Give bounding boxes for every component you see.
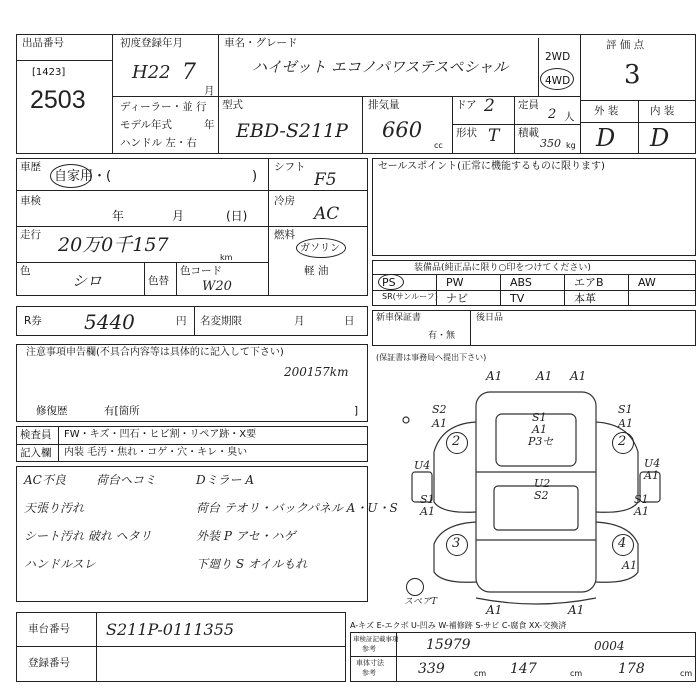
drive-circle — [540, 68, 574, 90]
mark-top-3: A1 — [570, 369, 587, 383]
equip-item: TV — [510, 292, 525, 305]
equip-item: 本革 — [574, 292, 596, 305]
model-year-unit: 年 — [204, 119, 215, 131]
equip-item: PS — [382, 276, 396, 289]
mileage-value: 20万0千157 — [58, 234, 169, 256]
chassis-label: 車台番号 — [28, 623, 70, 635]
model-label: 車名・グレード — [224, 37, 298, 49]
door-value: 2 — [484, 96, 495, 116]
wheel-number: 2 — [618, 434, 627, 449]
ac-value: AC — [314, 204, 340, 224]
remark-item: 下廻り S オイルもれ — [196, 557, 308, 571]
usage-close: ) — [252, 169, 258, 184]
score-value: 3 — [624, 60, 641, 90]
dim-width: 147 — [510, 661, 537, 677]
repair-close: ] — [354, 405, 359, 417]
first-reg-era: H22 — [132, 62, 171, 83]
dim-unit-1: cm — [474, 669, 487, 678]
dim-unit-2: cm — [570, 669, 583, 678]
equip-divider — [628, 274, 629, 290]
wheel-number: 2 — [452, 434, 461, 449]
shift-label: シフト — [274, 161, 306, 173]
equip-item: PW — [446, 276, 464, 289]
fuel-label: 燃料 — [274, 229, 295, 241]
equip-ps-circle — [378, 274, 404, 290]
warranty-value: 有・無 — [428, 331, 456, 341]
dim-height: 178 — [618, 661, 645, 677]
mark-left-s2: S2 — [432, 403, 447, 416]
inspector-items: FW・キズ・凹石・ヒビ割・リペア跡・X要 — [64, 429, 257, 440]
remark-item: 荷台 テオリ・バックパネル A・U・S — [196, 501, 398, 515]
type-label: 型式 — [222, 99, 243, 111]
sales-label: セールスポイント(正常に機能するものに限ります) — [378, 161, 605, 172]
spec-label2: 参考 — [362, 645, 376, 653]
recycle-value: 5440 — [84, 310, 135, 334]
mark-right-u4: U4 — [644, 457, 661, 470]
repair-label: 修復歴 — [36, 405, 68, 417]
spec-label: 車検証記載事項 — [353, 635, 399, 643]
inspection-day: (日) — [226, 209, 248, 223]
color-code-value: W20 — [202, 279, 232, 294]
displacement-label: 排気量 — [368, 99, 400, 111]
drive-2wd: 2WD — [545, 51, 571, 63]
remark-item: AC不良 — [24, 473, 66, 487]
repair-value: 有[箇所 — [104, 405, 140, 417]
mark-left-mid-a1: A1 — [420, 505, 435, 518]
mark-right-a1: A1 — [618, 417, 633, 430]
first-reg-month-unit: 月 — [204, 85, 215, 97]
name-change-day: 日 — [344, 315, 355, 327]
exterior-grade: D — [596, 124, 616, 152]
inspection-label: 車検 — [20, 195, 41, 207]
spare-circle — [406, 578, 424, 596]
load-label: 積載 — [518, 127, 539, 139]
spec-value2: 0004 — [594, 639, 625, 653]
mark-bottom-2: A1 — [568, 603, 585, 617]
spec-value: 15979 — [426, 637, 471, 653]
mark-spare: スペアT — [404, 597, 438, 607]
remark-item: 天張り汚れ — [24, 501, 85, 515]
fuel-value: ガソリン — [300, 243, 340, 254]
fuel-circle — [296, 238, 346, 258]
equip-divider — [500, 290, 501, 306]
type-code: EBD-S211P — [236, 120, 348, 142]
lot-number: 2503 — [30, 86, 86, 114]
remark-item: 外装 P アセ・ハゲ — [196, 529, 296, 543]
shape-label: 形状 — [456, 127, 477, 139]
first-reg-label: 初度登録年月 — [120, 37, 183, 49]
sales-frame — [372, 158, 696, 256]
load-value: 350 — [540, 137, 561, 150]
dims-label: 車体寸法 — [356, 659, 384, 667]
mark-a1: A1 — [532, 423, 547, 436]
score-label: 評 価 点 — [606, 39, 645, 51]
recycle-frame — [16, 306, 368, 336]
dims-label2: 参考 — [362, 669, 376, 677]
dim-unit-3: cm — [680, 669, 693, 678]
equip-item: エアB — [574, 276, 604, 289]
color-label: 色 — [20, 265, 31, 277]
top-frame — [16, 34, 696, 154]
diagram-label: (保証書は事務局へ提出下さい) — [376, 353, 487, 362]
mark-s1: S1 — [532, 411, 547, 424]
capacity-unit: 人 — [564, 111, 575, 123]
mark-u2: U2 — [534, 477, 551, 490]
equip-item: ナビ — [446, 292, 468, 305]
model-year-label: モデル年式 — [120, 119, 172, 131]
legend: A-キズ E-エクボ U-凹み W-補修跡 S-サビ C-腐食 XX-交換済 — [350, 621, 567, 630]
equip-divider — [436, 290, 437, 306]
mark-right-mid-a1: A1 — [634, 505, 649, 518]
mark-top-1: A1 — [486, 369, 503, 383]
interior-items: 内装 毛汚・焦れ・コゲ・穴・キレ・臭い — [64, 447, 248, 458]
drive-4wd: 4WD — [545, 75, 571, 87]
mark-u4: U4 — [414, 459, 431, 472]
dealer-label: ディーラー・並 行 — [120, 101, 207, 113]
mark-bottom-1: A1 — [486, 603, 503, 617]
mark-wheel-a1: A1 — [622, 559, 637, 572]
kg-unit: kg — [566, 141, 576, 150]
equip-divider — [436, 274, 437, 290]
usage-label: 車歴 — [20, 161, 41, 173]
mark-top-2: A1 — [536, 369, 553, 383]
color-value: シロ — [72, 272, 103, 290]
yen-unit: 円 — [176, 315, 187, 327]
dim-length: 339 — [418, 661, 445, 677]
lot-bracket: [1423] — [32, 67, 66, 78]
ac-label: 冷房 — [274, 195, 295, 207]
mark-right-mid-s1: S1 — [634, 493, 649, 506]
equip-divider — [628, 290, 629, 306]
inspection-month: 月 — [172, 209, 185, 223]
km-unit: km — [220, 253, 233, 262]
remark-item: Dミラー A — [196, 473, 255, 487]
entry-label: 記入欄 — [20, 447, 52, 459]
mark-s2: S2 — [534, 489, 549, 502]
reg-label: 登録番号 — [28, 657, 70, 669]
mark-right-s1: S1 — [618, 403, 633, 416]
notes-text: 200157km — [284, 365, 349, 379]
wheel-number: 3 — [452, 536, 461, 551]
equip-item: SR(サンルーフ) — [382, 292, 438, 301]
wheel-number: 4 — [618, 536, 627, 551]
shape-value: T — [488, 126, 500, 146]
remark-item: ハンドルスレ — [24, 557, 96, 571]
lot-label: 出品番号 — [22, 37, 64, 49]
equip-divider — [500, 274, 501, 290]
door-label: ドア — [456, 99, 477, 111]
equip-label: 装備品(純正品に限り○印をつけてください) — [414, 263, 591, 273]
warranty-label: 新車保証書 — [376, 313, 422, 323]
chassis-value: S211P-0111355 — [106, 620, 235, 639]
fuel-alt: 軽 油 — [304, 265, 329, 277]
remark-item: シート汚れ 破れ ヘタリ — [24, 529, 152, 543]
inspection-year: 年 — [112, 209, 125, 223]
equip-divider — [564, 290, 565, 306]
equip-item: AW — [638, 276, 656, 289]
capacity-value: 2 — [548, 107, 557, 122]
usage-circle — [50, 164, 92, 188]
name-change-label: 名変期限 — [200, 315, 242, 327]
eval-label: 後日品 — [476, 313, 504, 323]
inspector-label: 検査員 — [20, 429, 52, 441]
mark-right-u-a1: A1 — [644, 469, 659, 482]
exterior-label: 外 装 — [594, 105, 619, 117]
recycle-label: R券 — [24, 315, 42, 327]
equip-divider — [564, 274, 565, 290]
interior-label: 内 装 — [650, 105, 675, 117]
remark-item: 荷台ヘコミ — [96, 473, 157, 487]
model-name: ハイゼット エコノパワステスペシャル — [252, 58, 509, 76]
mileage-label: 走行 — [20, 229, 41, 241]
mark-left-mid-s1: S1 — [420, 493, 435, 506]
mark-p3: P3セ — [528, 435, 554, 448]
color-code-label: 色コード — [180, 265, 222, 277]
notes-label: 注意事項申告欄(不具合内容等は具体的に記入して下さい) — [26, 347, 284, 358]
cc-unit: cc — [434, 141, 443, 150]
first-reg-month: 7 — [182, 60, 196, 85]
displacement-value: 660 — [382, 118, 423, 142]
color-change-label: 色替 — [148, 275, 169, 287]
mark-left-a1: A1 — [432, 417, 447, 430]
capacity-label: 定員 — [518, 99, 539, 111]
usage-value: 自家用・( — [54, 169, 112, 184]
equip-item: ABS — [510, 276, 532, 289]
name-change-month: 月 — [294, 315, 305, 327]
interior-grade: D — [650, 124, 670, 152]
shift-value: F5 — [314, 170, 337, 190]
handle-label: ハンドル 左・右 — [120, 137, 197, 149]
